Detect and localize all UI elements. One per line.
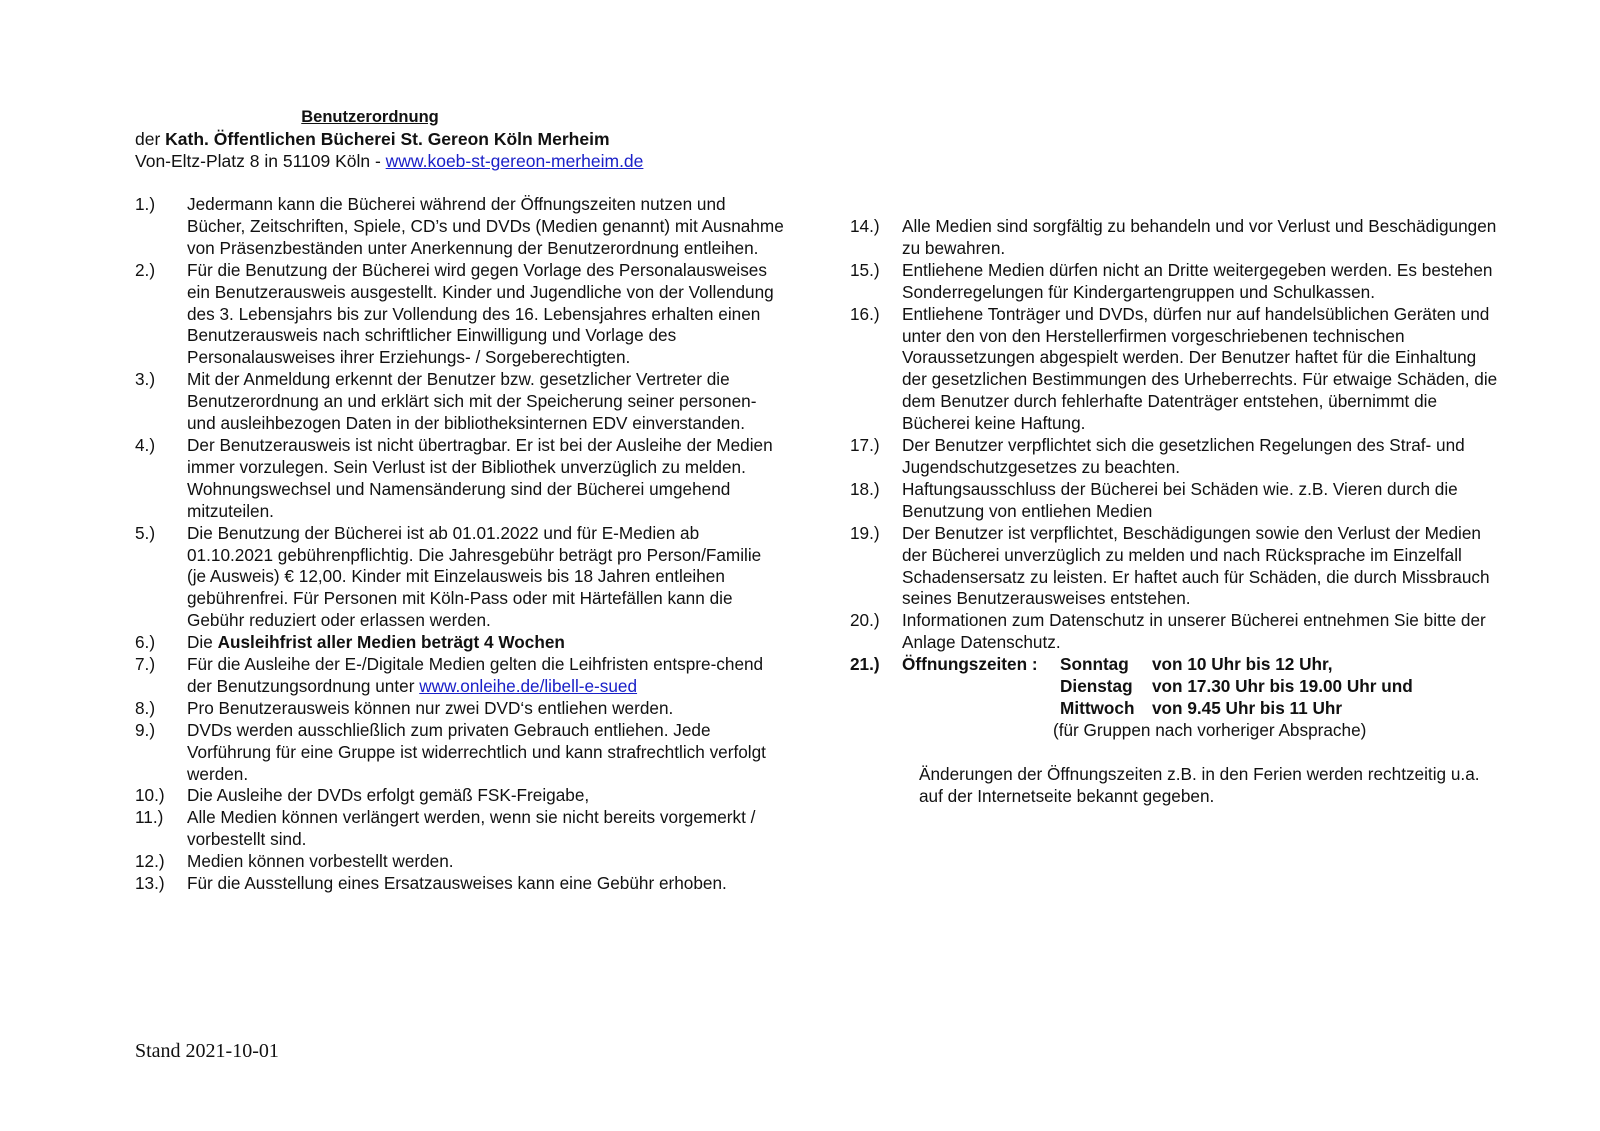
hours-time: von 9.45 Uhr bis 11 Uhr: [1152, 697, 1343, 718]
rule-item-3: [135, 369, 785, 435]
rule-number: 17.): [850, 435, 880, 456]
rule-item-17: [850, 435, 1505, 479]
rule-item-10: [135, 785, 785, 807]
subtitle-library: Kath. Öffentlichen Bücherei St. Gereon Köln Merheim: [165, 129, 610, 149]
loan-period-text: Ausleihfrist aller Medien beträgt 4 Wochen: [217, 632, 565, 653]
hours-row-wednesday: [850, 698, 1505, 720]
rule-item-14: [850, 216, 1505, 260]
rule-item-9: [135, 720, 785, 786]
rule-item-11: [135, 807, 785, 851]
rule-item-8: [135, 698, 785, 720]
rule-text: Alle Medien können verlängert werden, wenn sie nicht bereits vorgemerkt / vorbestellt sind.: [187, 807, 756, 850]
address-text: Von-Eltz-Platz 8 in 51109 Köln -: [135, 151, 386, 171]
rule-number: 20.): [850, 610, 880, 631]
rule-text: Der Benutzerausweis ist nicht übertragbar. Er ist bei der Ausleihe der Medien immer vorzulegen. Sein Verlust ist der Bibliothek unverzüglich zu melden. Wohnungswechsel und Namensänderung sind der Bücherei umgehend mitzuteilen.: [187, 434, 773, 521]
website-link[interactable]: www.koeb-st-gereon-merheim.de: [385, 151, 644, 171]
rule-number: 2.): [135, 259, 156, 280]
rule-number: 10.): [135, 785, 165, 806]
rule-number: 18.): [850, 478, 880, 499]
rule-number: 15.): [850, 259, 880, 280]
rule-number: 11.): [135, 807, 164, 828]
rule-text: Medien können vorbestellt werden.: [187, 851, 454, 872]
rule-text: [187, 632, 785, 654]
rule-item-18: [850, 479, 1505, 523]
rule-item-4: [135, 435, 785, 523]
rule-text: Für die Benutzung der Bücherei wird gegen Vorlage des Personalausweises ein Benutzerausweis ausgestellt. Kinder und Jugendliche von der Vollendung des 3. Lebensjahrs bis zur Vollendung des 16. Lebensjahres erhalten einen Benutzerausweis nach schriftlicher Einwilligung und Vorlage des Personalausweises ihrer Erziehungs- / Sorgeberechtigten.: [187, 259, 774, 368]
rule-text: Informationen zum Datenschutz in unserer Bücherei entnehmen Sie bitte der Anlage Datenschutz.: [902, 610, 1486, 653]
rule-text: Für die Ausstellung eines Ersatzausweises kann eine Gebühr erhoben.: [187, 873, 727, 894]
rule-number: 5.): [135, 522, 156, 543]
rule-item-12: [135, 851, 785, 873]
rule-text: Der Benutzer ist verpflichtet, Beschädigungen sowie den Verlust der Medien der Bücherei unverzüglich zu melden und nach Rücksprache im Einzelfall Schadensersatz zu leisten. Er haftet auch für Schäden, die durch Missbrauch seines Benutzerausweises entstehen.: [902, 522, 1490, 609]
rule-number: 6.): [135, 632, 156, 653]
rule-item-2: [135, 260, 785, 370]
rule-number: 7.): [135, 654, 156, 675]
onleihe-link[interactable]: www.onleihe.de/libell-e-sued: [419, 675, 638, 696]
hours-group-note: (für Gruppen nach vorheriger Absprache): [1053, 719, 1367, 740]
rule-item-1: [135, 194, 785, 260]
rule-item-6: [135, 632, 785, 654]
rule-text-main: Für die Ausleihe der E-/Digitale Medien gelten die Leihfristen entspre-chend der Benutzungsordnung unter: [187, 654, 764, 696]
hours-day: Dienstag: [1060, 676, 1133, 697]
rule-number: 9.): [135, 719, 156, 740]
rule-text: Entliehene Tonträger und DVDs, dürfen nur auf handelsüblichen Geräten und unter den von den Herstellerfirmen vorgeschriebenen technischen Voraussetzungen abgespielt werden. Der Benutzer haftet für die Einhaltung der gesetzlichen Bestimmungen des Urheberrechts. Für etwaige Schäden, die dem Benutzer durch fehlerhafte Datenträger entstehen, übernimmt die Bücherei keine Haftung.: [902, 303, 1498, 434]
rule-item-7: [135, 654, 785, 698]
hours-day: Mittwoch: [1060, 697, 1135, 718]
rule-item-15: [850, 260, 1505, 304]
rule-number: 13.): [135, 873, 165, 894]
rules-left-column: [135, 194, 785, 895]
rule-text: Die Ausleihe der DVDs erfolgt gemäß FSK-Freigabe,: [187, 785, 590, 806]
rule-number: 19.): [850, 522, 880, 543]
rule-text: Alle Medien sind sorgfältig zu behandeln und vor Verlust und Beschädigungen zu bewahren.: [902, 216, 1497, 258]
document-title: Benutzerordnung: [301, 108, 439, 126]
rule-item-5: [135, 523, 785, 633]
subtitle-prefix: der: [135, 129, 166, 149]
rule-text: Mit der Anmeldung erkennt der Benutzer bzw. gesetzlicher Vertreter die Benutzerordnung an und erklärt sich mit der Speicherung seiner personen- und ausleihbezogen Daten in der bibliotheksinternen EDV einverstanden.: [187, 369, 757, 434]
hours-row-sunday: [850, 654, 1505, 676]
document-header: [135, 106, 835, 172]
hours-day: Sonntag: [1060, 654, 1129, 675]
revision-date: Stand 2021-10-01: [135, 1040, 279, 1062]
rule-item-13: [135, 873, 785, 895]
rule-text: [187, 654, 785, 698]
rule-text: Pro Benutzerausweis können nur zwei DVD‘s entliehen werden.: [187, 697, 674, 718]
rule-text: DVDs werden ausschließlich zum privaten Gebrauch entliehen. Jede Vorführung für eine Gruppe ist widerrechtlich und kann strafrechtlich verfolgt werden.: [187, 719, 766, 784]
rule-text-prefix: Die: [187, 632, 218, 653]
rule-text: Jedermann kann die Bücherei während der Öffnungszeiten nutzen und Bücher, Zeitschriften, Spiele, CD’s und DVDs (Medien genannt) mit Ausnahme von Präsenzbeständen unter Anerkennung der Benutzerordnung entleihen.: [187, 194, 784, 258]
hours-time: von 10 Uhr bis 12 Uhr,: [1152, 654, 1333, 675]
rule-number: 4.): [135, 434, 156, 455]
rule-item-19: [850, 523, 1505, 611]
hours-change-notice: Änderungen der Öffnungszeiten z.B. in den Ferien werden rechtzeitig u.a. auf der Internetseite bekannt gegeben.: [919, 763, 1480, 806]
library-name: [135, 128, 835, 150]
library-address: [135, 150, 835, 172]
rule-number: 3.): [135, 369, 156, 390]
rule-text: Die Benutzung der Bücherei ist ab 01.01.2022 und für E-Medien ab 01.10.2021 gebührenpflichtig. Die Jahresgebühr beträgt pro Person/Familie (je Ausweis) € 12,00. Kinder mit Einzelausweis bis 18 Jahren entleihen gebührenfrei. Für Personen mit Köln-Pass oder mit Härtefällen kann die Gebühr reduziert oder erlassen werden.: [187, 522, 762, 631]
rule-text: Entliehene Medien dürfen nicht an Dritte weitergegeben werden. Es bestehen Sonderregelungen für Kindergartengruppen und Schulkassen.: [902, 259, 1493, 302]
rule-item-16: [850, 304, 1505, 435]
opening-hours-label: Öffnungszeiten :: [902, 654, 1038, 675]
hours-time: von 17.30 Uhr bis 19.00 Uhr und: [1152, 676, 1413, 697]
rule-number: 12.): [135, 851, 165, 872]
hours-row-tuesday: [850, 676, 1505, 698]
rule-item-20: [850, 610, 1505, 654]
rule-text: Der Benutzer verpflichtet sich die gesetzlichen Regelungen des Straf- und Jugendschutzgesetzes zu beachten.: [902, 435, 1465, 477]
rule-number: 16.): [850, 303, 880, 324]
rule-number: 21.): [850, 654, 880, 675]
rule-text: Haftungsausschluss der Bücherei bei Schäden wie. z.B. Vieren durch die Benutzung von entliehen Medien: [902, 478, 1458, 521]
opening-hours: [850, 654, 1505, 742]
rule-number: 1.): [135, 194, 156, 214]
rule-number: 14.): [850, 216, 880, 236]
rule-number: 8.): [135, 697, 156, 718]
rules-right-column: [850, 216, 1505, 808]
